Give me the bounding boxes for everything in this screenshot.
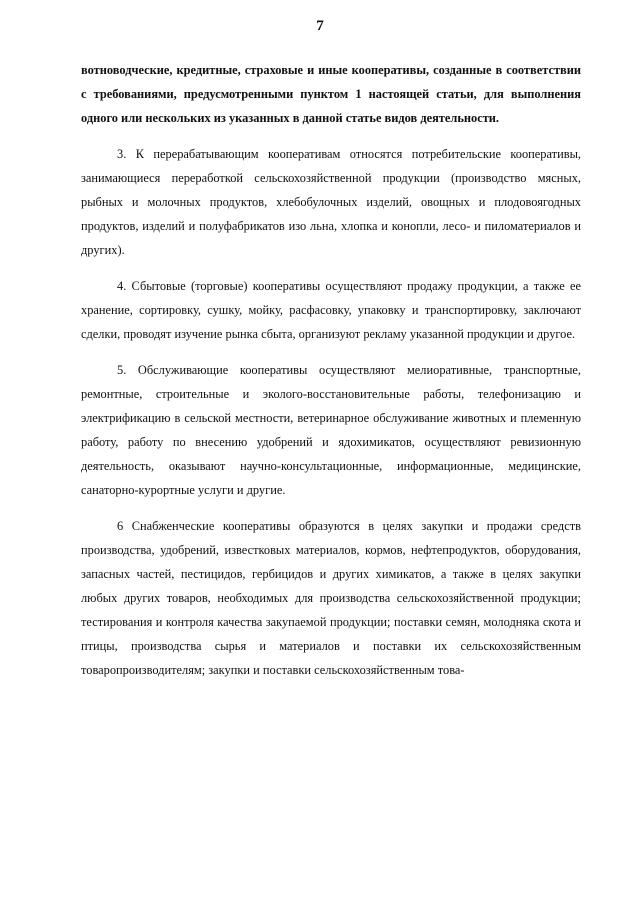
page-number: 7	[316, 18, 324, 34]
paragraph-marketing-cooperatives: 4. Сбытовые (торговые) кооперативы осуществляют продажу продукции, а также ее хранение, сортировку, сушку, мойку, расфасовку, упаковку и транспортировку, заключают сделки, проводят изучение рынка сбыта, организуют рекламу указанной продукции и другое.	[81, 279, 581, 341]
paragraph-supply-cooperatives: 6 Снабженческие кооперативы образуются в целях закупки и продажи средств производства, удобрений, известковых материалов, кормов, нефтепродуктов, оборудования, запасных частей, пестицидов, гербицидов и других химикатов, а также в целях закупки любых других товаров, необходимых для производства сельскохозяйственной продукции; тестирования и контроля качества закупаемой продукции; поставки семян, молодняка скота и птицы, производства сырья и материалов и поставки их сельскохозяйственным товаропроизводителям; закупки и поставки сельскохозяйственным това-	[81, 519, 581, 677]
document-body	[81, 58, 581, 694]
paragraph-processing-cooperatives: 3. К перерабатывающим кооперативам относятся потребительские кооперативы, занимающиеся переработкой сельскохозяйственной продукции (производство мясных, рыбных и молочных продуктов, хлебобулочных изделий, овощных и плодовоягодных продуктов, изделий и полуфабрикатов изо льна, хлопка и конопли, лесо- и пиломатериалов и других).	[81, 147, 581, 257]
paragraph-continuation: вотноводческие, кредитные, страховые и иные кооперативы, созданные в соответствии с требованиями, предусмотренными пунктом 1 настоящей статьи, для выполнения одного или нескольких из указанных в данной статье видов деятельности.	[81, 63, 581, 125]
paragraph-service-cooperatives: 5. Обслуживающие кооперативы осуществляют мелиоративные, транспортные, ремонтные, строительные и эколого-восстановительные работы, телефонизацию и электрификацию в сельской местности, ветеринарное обслуживание животных и племенную работу, работу по внесению удобрений и ядохимикатов, осуществляют ревизионную деятельность, оказывают научно-консультационные, информационные, медицинские, санаторно-курортные услуги и другие.	[81, 363, 581, 497]
